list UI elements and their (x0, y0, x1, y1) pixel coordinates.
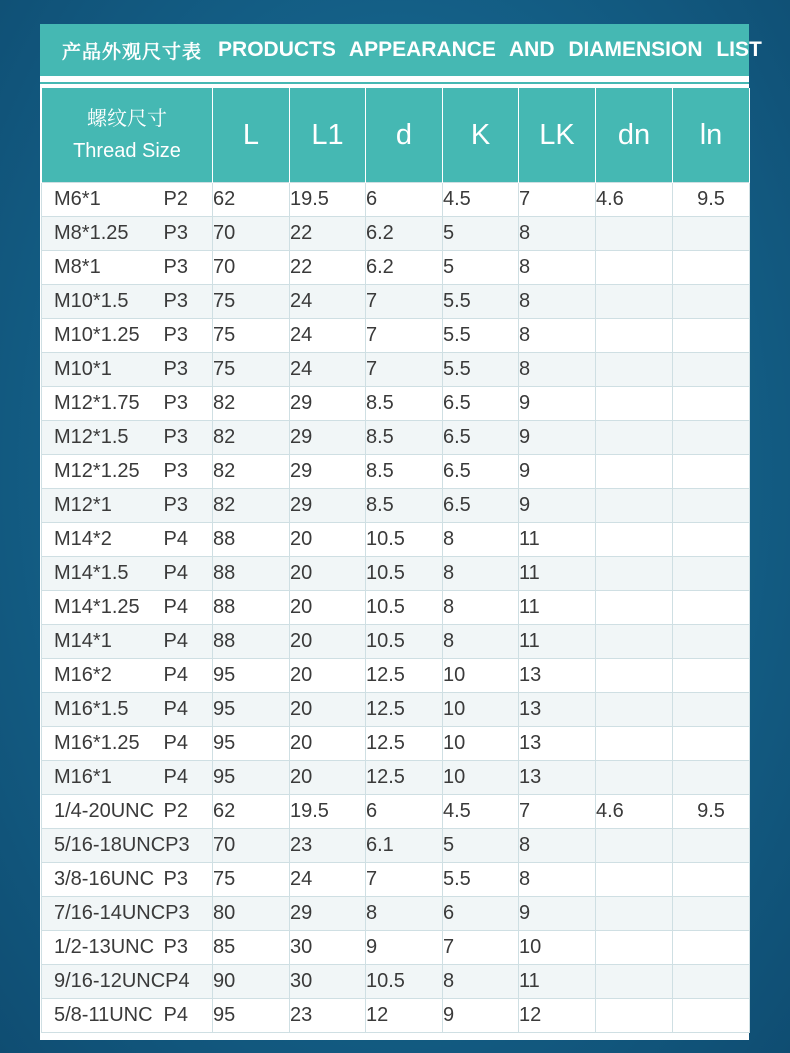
cell-dn (596, 387, 673, 421)
pitch-label: P4 (163, 596, 188, 618)
cell-dn (596, 455, 673, 489)
thread-label: 9/16-12UNC (54, 970, 166, 992)
cell-l1: 29 (290, 421, 366, 455)
cell-thread-size (42, 489, 213, 523)
cell-thread-size (42, 217, 213, 251)
thread-label: M8*1 (54, 256, 101, 278)
pitch-label: P4 (163, 630, 188, 652)
cell-thread-size (42, 931, 213, 965)
cell-d: 10.5 (366, 965, 443, 999)
cell-l1: 20 (290, 659, 366, 693)
cell-k: 7 (443, 931, 519, 965)
cell-d: 6.2 (366, 217, 443, 251)
cell-lk: 9 (519, 455, 596, 489)
cell-lk: 7 (519, 183, 596, 217)
cell-lk: 8 (519, 863, 596, 897)
header-k: K (443, 88, 519, 183)
cell-ln (673, 523, 750, 557)
cell-dn (596, 251, 673, 285)
cell-l: 88 (213, 591, 290, 625)
cell-ln (673, 999, 750, 1033)
thread-label: M14*1 (54, 630, 112, 652)
cell-k: 5 (443, 217, 519, 251)
thread-label: 5/8-11UNC (54, 1004, 153, 1026)
cell-l1: 20 (290, 591, 366, 625)
cell-l1: 22 (290, 251, 366, 285)
cell-k: 5.5 (443, 863, 519, 897)
cell-d: 10.5 (366, 523, 443, 557)
cell-l: 75 (213, 353, 290, 387)
cell-l1: 19.5 (290, 795, 366, 829)
pitch-label: P3 (163, 290, 188, 312)
thread-label: M12*1.75 (54, 392, 140, 414)
cell-lk: 8 (519, 285, 596, 319)
pitch-label: P4 (163, 732, 188, 754)
cell-lk: 13 (519, 659, 596, 693)
thread-label: 1/4-20UNC (54, 800, 155, 822)
table-row (42, 489, 750, 523)
pitch-label: P4 (165, 970, 190, 992)
table-row (42, 591, 750, 625)
cell-k: 4.5 (443, 795, 519, 829)
table-row (42, 897, 750, 931)
cell-d: 7 (366, 319, 443, 353)
cell-k: 8 (443, 965, 519, 999)
cell-d: 8.5 (366, 387, 443, 421)
cell-lk: 10 (519, 931, 596, 965)
table-row (42, 693, 750, 727)
cell-thread-size (42, 863, 213, 897)
cell-thread-size (42, 829, 213, 863)
cell-lk: 12 (519, 999, 596, 1033)
thread-label: M10*1.25 (54, 324, 140, 346)
cell-d: 9 (366, 931, 443, 965)
table-row (42, 625, 750, 659)
cell-l: 88 (213, 557, 290, 591)
table-row (42, 217, 750, 251)
cell-ln (673, 251, 750, 285)
table-row (42, 727, 750, 761)
pitch-label: P4 (163, 766, 188, 788)
cell-l: 90 (213, 965, 290, 999)
thread-label: M12*1.25 (54, 460, 140, 482)
cell-l1: 24 (290, 863, 366, 897)
cell-d: 6.1 (366, 829, 443, 863)
title-divider (40, 76, 749, 85)
cell-ln (673, 387, 750, 421)
cell-d: 12.5 (366, 727, 443, 761)
cell-lk: 8 (519, 217, 596, 251)
cell-ln (673, 455, 750, 489)
cell-lk: 11 (519, 523, 596, 557)
cell-l1: 29 (290, 387, 366, 421)
pitch-label: P4 (163, 664, 188, 686)
thread-label: M16*1.25 (54, 732, 140, 754)
pitch-label: P4 (163, 1004, 188, 1026)
cell-thread-size (42, 251, 213, 285)
cell-ln (673, 285, 750, 319)
cell-d: 12.5 (366, 761, 443, 795)
cell-ln (673, 591, 750, 625)
cell-lk: 11 (519, 625, 596, 659)
cell-thread-size (42, 727, 213, 761)
cell-l: 95 (213, 761, 290, 795)
cell-thread-size (42, 387, 213, 421)
cell-l1: 19.5 (290, 183, 366, 217)
cell-ln (673, 761, 750, 795)
cell-dn: 4.6 (596, 183, 673, 217)
cell-l1: 29 (290, 455, 366, 489)
cell-lk: 8 (519, 319, 596, 353)
cell-ln (673, 421, 750, 455)
pitch-label: P4 (163, 562, 188, 584)
title-english: PRODUCTS APPEARANCE AND DIAMENSION LIST (218, 38, 762, 61)
thread-label: M6*1 (54, 188, 101, 210)
thread-label: M16*2 (54, 664, 112, 686)
cell-k: 6.5 (443, 455, 519, 489)
cell-d: 10.5 (366, 625, 443, 659)
pitch-label: P3 (163, 494, 188, 516)
cell-ln (673, 897, 750, 931)
thread-label: 3/8-16UNC (54, 868, 155, 890)
cell-dn (596, 217, 673, 251)
cell-ln (673, 931, 750, 965)
cell-dn (596, 659, 673, 693)
cell-l: 62 (213, 795, 290, 829)
cell-dn (596, 285, 673, 319)
table-row (42, 353, 750, 387)
header-ln: ln (673, 88, 750, 183)
thread-label: M10*1.5 (54, 290, 129, 312)
cell-thread-size (42, 591, 213, 625)
cell-d: 6.2 (366, 251, 443, 285)
cell-l: 88 (213, 523, 290, 557)
cell-ln: 9.5 (673, 795, 750, 829)
thread-label: 5/16-18UNC (54, 834, 166, 856)
cell-thread-size (42, 625, 213, 659)
cell-thread-size (42, 523, 213, 557)
pitch-label: P3 (163, 256, 188, 278)
cell-l1: 29 (290, 489, 366, 523)
pitch-label: P4 (163, 698, 188, 720)
cell-l1: 20 (290, 693, 366, 727)
table-row (42, 829, 750, 863)
thread-label: 1/2-13UNC (54, 936, 155, 958)
cell-ln (673, 217, 750, 251)
cell-l: 75 (213, 319, 290, 353)
spec-panel (40, 24, 762, 1040)
cell-ln: 9.5 (673, 183, 750, 217)
cell-ln (673, 965, 750, 999)
cell-dn (596, 625, 673, 659)
thread-label: M16*1 (54, 766, 112, 788)
cell-dn (596, 591, 673, 625)
header-l: L (213, 88, 290, 183)
cell-k: 8 (443, 557, 519, 591)
cell-d: 8.5 (366, 421, 443, 455)
cell-l1: 29 (290, 897, 366, 931)
cell-ln (673, 829, 750, 863)
cell-l: 95 (213, 999, 290, 1033)
table-row (42, 931, 750, 965)
cell-lk: 11 (519, 557, 596, 591)
cell-ln (673, 727, 750, 761)
thread-label: M10*1 (54, 358, 112, 380)
cell-l1: 20 (290, 727, 366, 761)
cell-d: 6 (366, 183, 443, 217)
cell-l1: 24 (290, 285, 366, 319)
cell-dn (596, 761, 673, 795)
table-row (42, 455, 750, 489)
cell-lk: 8 (519, 251, 596, 285)
cell-k: 4.5 (443, 183, 519, 217)
cell-thread-size (42, 285, 213, 319)
cell-k: 6 (443, 897, 519, 931)
cell-lk: 13 (519, 693, 596, 727)
cell-lk: 9 (519, 421, 596, 455)
cell-lk: 9 (519, 387, 596, 421)
cell-ln (673, 693, 750, 727)
cell-l: 62 (213, 183, 290, 217)
cell-d: 12.5 (366, 659, 443, 693)
table-row (42, 999, 750, 1033)
cell-l: 82 (213, 489, 290, 523)
cell-k: 8 (443, 591, 519, 625)
pitch-label: P3 (163, 868, 188, 890)
cell-dn (596, 999, 673, 1033)
cell-l1: 24 (290, 319, 366, 353)
pitch-label: P3 (163, 936, 188, 958)
cell-dn (596, 489, 673, 523)
cell-k: 9 (443, 999, 519, 1033)
cell-thread-size (42, 421, 213, 455)
cell-dn (596, 421, 673, 455)
cell-l: 88 (213, 625, 290, 659)
cell-lk: 7 (519, 795, 596, 829)
cell-l: 70 (213, 217, 290, 251)
cell-l1: 20 (290, 523, 366, 557)
pitch-label: P3 (163, 324, 188, 346)
cell-lk: 9 (519, 897, 596, 931)
pitch-label: P3 (165, 902, 190, 924)
cell-d: 7 (366, 863, 443, 897)
cell-dn (596, 965, 673, 999)
cell-thread-size (42, 897, 213, 931)
cell-l: 85 (213, 931, 290, 965)
pitch-label: P3 (163, 426, 188, 448)
cell-l: 95 (213, 659, 290, 693)
cell-ln (673, 659, 750, 693)
cell-thread-size (42, 965, 213, 999)
cell-dn (596, 897, 673, 931)
table-row (42, 557, 750, 591)
table-row (42, 523, 750, 557)
cell-thread-size (42, 795, 213, 829)
cell-dn (596, 319, 673, 353)
cell-d: 8.5 (366, 455, 443, 489)
cell-dn (596, 353, 673, 387)
cell-dn (596, 863, 673, 897)
table-row (42, 761, 750, 795)
header-thread-size-cn: 螺纹尺寸 (87, 108, 167, 130)
cell-lk: 8 (519, 353, 596, 387)
cell-l1: 30 (290, 965, 366, 999)
cell-k: 5 (443, 829, 519, 863)
cell-k: 10 (443, 727, 519, 761)
cell-l: 82 (213, 455, 290, 489)
cell-l1: 24 (290, 353, 366, 387)
cell-thread-size (42, 557, 213, 591)
cell-d: 7 (366, 285, 443, 319)
thread-label: M12*1 (54, 494, 112, 516)
cell-l1: 23 (290, 829, 366, 863)
header-thread-size (42, 88, 213, 183)
pitch-label: P3 (163, 460, 188, 482)
header-l1: L1 (290, 88, 366, 183)
table-row (42, 285, 750, 319)
cell-l1: 20 (290, 625, 366, 659)
pitch-label: P3 (163, 222, 188, 244)
cell-k: 8 (443, 523, 519, 557)
cell-dn (596, 727, 673, 761)
cell-l: 70 (213, 251, 290, 285)
cell-dn (596, 557, 673, 591)
cell-ln (673, 625, 750, 659)
cell-l: 95 (213, 727, 290, 761)
cell-k: 10 (443, 761, 519, 795)
pitch-label: P3 (163, 358, 188, 380)
cell-k: 5.5 (443, 319, 519, 353)
header-lk: LK (519, 88, 596, 183)
pitch-label: P3 (165, 834, 190, 856)
title-bar (40, 24, 762, 76)
cell-dn (596, 693, 673, 727)
cell-lk: 11 (519, 591, 596, 625)
cell-k: 5.5 (443, 285, 519, 319)
header-dn: dn (596, 88, 673, 183)
table-row (42, 319, 750, 353)
cell-l1: 30 (290, 931, 366, 965)
thread-label: M14*1.25 (54, 596, 140, 618)
cell-dn (596, 523, 673, 557)
thread-label: M16*1.5 (54, 698, 129, 720)
pitch-label: P4 (163, 528, 188, 550)
table-header-row (42, 88, 750, 183)
cell-l1: 20 (290, 761, 366, 795)
thread-label: M14*1.5 (54, 562, 129, 584)
cell-thread-size (42, 319, 213, 353)
table-row (42, 863, 750, 897)
cell-ln (673, 557, 750, 591)
cell-d: 10.5 (366, 591, 443, 625)
cell-thread-size (42, 761, 213, 795)
cell-d: 7 (366, 353, 443, 387)
thread-label: M14*2 (54, 528, 112, 550)
table-row (42, 387, 750, 421)
thread-label: M8*1.25 (54, 222, 129, 244)
cell-thread-size (42, 999, 213, 1033)
cell-ln (673, 489, 750, 523)
cell-d: 8.5 (366, 489, 443, 523)
cell-thread-size (42, 353, 213, 387)
cell-lk: 9 (519, 489, 596, 523)
cell-lk: 8 (519, 829, 596, 863)
cell-l: 82 (213, 387, 290, 421)
title-chinese: 产品外观尺寸表 (62, 41, 203, 63)
cell-lk: 13 (519, 727, 596, 761)
cell-thread-size (42, 183, 213, 217)
cell-l1: 23 (290, 999, 366, 1033)
cell-l1: 20 (290, 557, 366, 591)
cell-l: 75 (213, 285, 290, 319)
cell-l: 95 (213, 693, 290, 727)
pitch-label: P3 (163, 392, 188, 414)
cell-dn (596, 931, 673, 965)
table-row (42, 421, 750, 455)
cell-thread-size (42, 693, 213, 727)
cell-l: 80 (213, 897, 290, 931)
cell-l: 70 (213, 829, 290, 863)
cell-k: 5 (443, 251, 519, 285)
header-d: d (366, 88, 443, 183)
cell-k: 10 (443, 693, 519, 727)
cell-dn: 4.6 (596, 795, 673, 829)
header-thread-size-en: Thread Size (73, 140, 181, 162)
cell-d: 8 (366, 897, 443, 931)
cell-d: 12.5 (366, 693, 443, 727)
cell-k: 8 (443, 625, 519, 659)
cell-d: 6 (366, 795, 443, 829)
cell-k: 5.5 (443, 353, 519, 387)
cell-d: 12 (366, 999, 443, 1033)
cell-k: 6.5 (443, 421, 519, 455)
cell-k: 6.5 (443, 387, 519, 421)
cell-dn (596, 829, 673, 863)
table-row (42, 183, 750, 217)
table-row (42, 965, 750, 999)
cell-k: 6.5 (443, 489, 519, 523)
dimension-table (41, 88, 750, 1033)
cell-k: 10 (443, 659, 519, 693)
cell-lk: 11 (519, 965, 596, 999)
cell-l: 75 (213, 863, 290, 897)
cell-ln (673, 863, 750, 897)
cell-d: 10.5 (366, 557, 443, 591)
pitch-label: P2 (163, 188, 188, 210)
cell-l1: 22 (290, 217, 366, 251)
cell-thread-size (42, 659, 213, 693)
thread-label: M12*1.5 (54, 426, 129, 448)
cell-lk: 13 (519, 761, 596, 795)
cell-ln (673, 353, 750, 387)
table-row (42, 251, 750, 285)
thread-label: 7/16-14UNC (54, 902, 166, 924)
table-row (42, 659, 750, 693)
cell-l: 82 (213, 421, 290, 455)
cell-ln (673, 319, 750, 353)
table-body (42, 183, 750, 1033)
table-row (42, 795, 750, 829)
pitch-label: P2 (163, 800, 188, 822)
cell-thread-size (42, 455, 213, 489)
